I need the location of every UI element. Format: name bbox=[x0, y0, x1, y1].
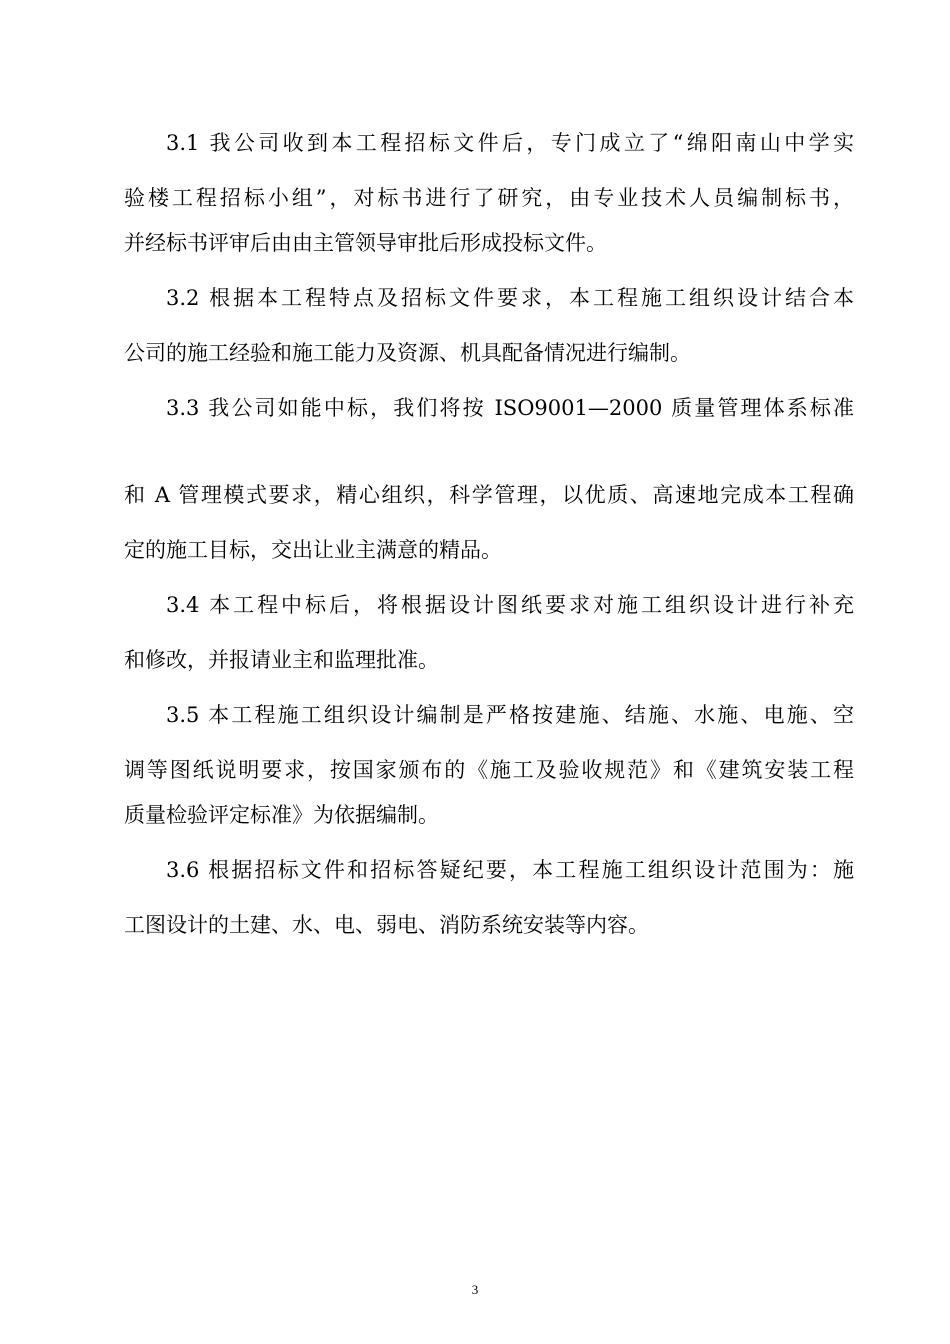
paragraph-3-1-line-1: 3.1 我公司收到本工程招标文件后，专门成立了“绵阳南山中学实 bbox=[166, 131, 854, 155]
paragraph-3-2-line-1: 3.2 根据本工程特点及招标文件要求，本工程施工组织设计结合本 bbox=[166, 286, 854, 310]
paragraph-3-1-line-3: 并经标书评审后由由主管领导审批后形成投标文件。 bbox=[124, 231, 607, 255]
paragraph-3-4-line-2: 和修改，并报请业主和监理批准。 bbox=[124, 648, 439, 672]
paragraph-3-4-line-1: 3.4 本工程中标后，将根据设计图纸要求对施工组织设计进行补充 bbox=[166, 593, 854, 617]
paragraph-3-5-line-1: 3.5 本工程施工组织设计编制是严格按建施、结施、水施、电施、空 bbox=[166, 703, 854, 727]
paragraph-3-2-line-2: 公司的施工经验和施工能力及资源、机具配备情况进行编制。 bbox=[124, 341, 691, 365]
paragraph-3-3-line-3: 定的施工目标，交出让业主满意的精品。 bbox=[124, 538, 502, 562]
paragraph-3-5-line-2: 调等图纸说明要求，按国家颁布的《施工及验收规范》和《建筑安装工程 bbox=[124, 758, 854, 782]
paragraph-3-6-line-2: 工图设计的土建、水、电、弱电、消防系统安装等内容。 bbox=[124, 913, 649, 937]
paragraph-3-1-line-2: 验楼工程招标小组”，对标书进行了研究，由专业技术人员编制标书， bbox=[124, 186, 854, 210]
page-number: 3 bbox=[471, 1282, 479, 1297]
paragraph-3-3-line-1: 3.3 我公司如能中标，我们将按 ISO9001—2000 质量管理体系标准 bbox=[166, 396, 854, 420]
paragraph-3-6-line-1: 3.6 根据招标文件和招标答疑纪要，本工程施工组织设计范围为：施 bbox=[166, 858, 854, 882]
paragraph-3-3-line-2: 和 A 管理模式要求，精心组织，科学管理，以优质、高速地完成本工程确 bbox=[124, 483, 854, 507]
paragraph-3-5-line-3: 质量检验评定标准》为依据编制。 bbox=[124, 803, 439, 827]
